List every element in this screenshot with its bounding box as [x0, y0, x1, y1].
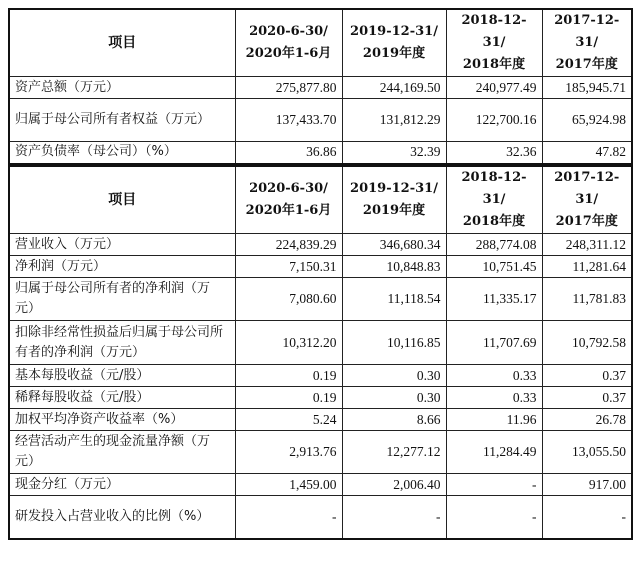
- period-header: [446, 9, 542, 77]
- cell-value: 275,877.80: [235, 77, 342, 99]
- cell-value: 11,707.69: [446, 321, 542, 365]
- period-range: 2020年1-6月: [245, 203, 332, 218]
- cell-value: 12,277.12: [342, 431, 446, 474]
- period-range: 2018年度: [462, 214, 526, 229]
- cell-value: 11,118.54: [342, 278, 446, 321]
- period-date: 2020-6-30/: [249, 181, 328, 196]
- period-range: 2017年度: [555, 214, 618, 229]
- cell-value: 47.82: [542, 142, 632, 164]
- table-row: [9, 77, 632, 99]
- cell-value: 288,774.08: [446, 234, 542, 256]
- cell-value: 137,433.70: [235, 99, 342, 142]
- header-row: [9, 166, 632, 234]
- period-header: [446, 166, 542, 234]
- cell-value: 11.96: [446, 409, 542, 431]
- cell-value: 185,945.71: [542, 77, 632, 99]
- period-date: 2018-12-31/: [461, 170, 527, 207]
- cell-value: 10,312.20: [235, 321, 342, 365]
- table-row: [9, 474, 632, 496]
- period-date: 2018-12-31/: [461, 13, 527, 50]
- cell-value: -: [542, 496, 632, 539]
- cell-value: 10,848.83: [342, 256, 446, 278]
- table-row: [9, 142, 632, 164]
- table-row: [9, 256, 632, 278]
- table-row: [9, 99, 632, 142]
- period-header: [542, 9, 632, 77]
- table-row: [9, 234, 632, 256]
- row-label: 资产总额（万元）: [9, 77, 235, 99]
- cell-value: -: [342, 496, 446, 539]
- period-range: 2018年度: [462, 57, 526, 72]
- cell-value: 2,913.76: [235, 431, 342, 474]
- row-label: 归属于母公司所有者的净利润（万元）: [9, 278, 235, 321]
- table-row: [9, 387, 632, 409]
- period-date: 2020-6-30/: [249, 24, 328, 39]
- period-range: 2019年度: [362, 203, 426, 218]
- row-label: 归属于母公司所有者权益（万元）: [9, 99, 235, 142]
- income-statement-table: [8, 165, 633, 540]
- cell-value: 0.33: [446, 365, 542, 387]
- row-label: 现金分红（万元）: [9, 474, 235, 496]
- row-label: 基本每股收益（元/股）: [9, 365, 235, 387]
- cell-value: 8.66: [342, 409, 446, 431]
- item-header: 项目: [9, 166, 235, 234]
- cell-value: 0.19: [235, 365, 342, 387]
- cell-value: 244,169.50: [342, 77, 446, 99]
- cell-value: 1,459.00: [235, 474, 342, 496]
- cell-value: 0.30: [342, 387, 446, 409]
- cell-value: 0.33: [446, 387, 542, 409]
- period-date: 2019-12-31/: [350, 181, 438, 196]
- period-header: [235, 166, 342, 234]
- cell-value: 122,700.16: [446, 99, 542, 142]
- cell-value: 248,311.12: [542, 234, 632, 256]
- cell-value: 917.00: [542, 474, 632, 496]
- row-label: 营业收入（万元）: [9, 234, 235, 256]
- cell-value: 32.39: [342, 142, 446, 164]
- row-label: 加权平均净资产收益率（%）: [9, 409, 235, 431]
- row-label: 经营活动产生的现金流量净额（万元）: [9, 431, 235, 474]
- cell-value: 10,792.58: [542, 321, 632, 365]
- cell-value: 0.37: [542, 387, 632, 409]
- row-label: 稀释每股收益（元/股）: [9, 387, 235, 409]
- cell-value: 10,116.85: [342, 321, 446, 365]
- cell-value: 11,284.49: [446, 431, 542, 474]
- table-row: [9, 431, 632, 474]
- cell-value: -: [446, 496, 542, 539]
- cell-value: 346,680.34: [342, 234, 446, 256]
- cell-value: 0.30: [342, 365, 446, 387]
- cell-value: 240,977.49: [446, 77, 542, 99]
- cell-value: 0.19: [235, 387, 342, 409]
- cell-value: 5.24: [235, 409, 342, 431]
- table-row: [9, 321, 632, 365]
- cell-value: 0.37: [542, 365, 632, 387]
- cell-value: 26.78: [542, 409, 632, 431]
- cell-value: 2,006.40: [342, 474, 446, 496]
- cell-value: 11,281.64: [542, 256, 632, 278]
- header-row: [9, 9, 632, 77]
- period-header: [542, 166, 632, 234]
- cell-value: -: [446, 474, 542, 496]
- cell-value: 32.36: [446, 142, 542, 164]
- period-date: 2019-12-31/: [350, 24, 438, 39]
- table-row: [9, 278, 632, 321]
- table-row: [9, 496, 632, 539]
- cell-value: 11,781.83: [542, 278, 632, 321]
- table-row: [9, 365, 632, 387]
- row-label: 研发投入占营业收入的比例（%）: [9, 496, 235, 539]
- period-header: [342, 9, 446, 77]
- row-label: 资产负债率（母公司）（%）: [9, 142, 235, 164]
- cell-value: 65,924.98: [542, 99, 632, 142]
- balance-sheet-table: [8, 8, 633, 165]
- cell-value: 131,812.29: [342, 99, 446, 142]
- item-header: 项目: [9, 9, 235, 77]
- table-row: [9, 409, 632, 431]
- cell-value: 36.86: [235, 142, 342, 164]
- period-header: [342, 166, 446, 234]
- period-date: 2017-12-31/: [554, 170, 620, 207]
- cell-value: 11,335.17: [446, 278, 542, 321]
- cell-value: -: [235, 496, 342, 539]
- cell-value: 7,080.60: [235, 278, 342, 321]
- cell-value: 13,055.50: [542, 431, 632, 474]
- cell-value: 10,751.45: [446, 256, 542, 278]
- period-range: 2019年度: [362, 46, 426, 61]
- cell-value: 7,150.31: [235, 256, 342, 278]
- period-range: 2017年度: [555, 57, 618, 72]
- period-date: 2017-12-31/: [554, 13, 620, 50]
- cell-value: 224,839.29: [235, 234, 342, 256]
- period-header: [235, 9, 342, 77]
- row-label: 扣除非经常性损益后归属于母公司所有者的净利润（万元）: [9, 321, 235, 365]
- row-label: 净利润（万元）: [9, 256, 235, 278]
- period-range: 2020年1-6月: [245, 46, 332, 61]
